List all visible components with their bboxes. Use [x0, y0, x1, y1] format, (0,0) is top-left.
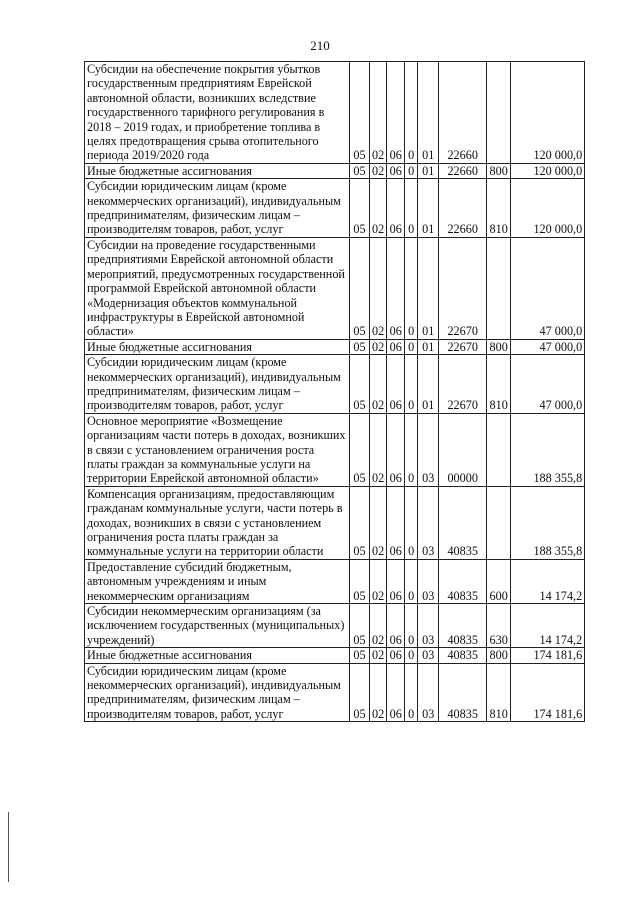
program-code: 06: [387, 663, 405, 722]
direction-code: 22660: [439, 62, 487, 164]
amount: 120 000,0: [511, 163, 585, 178]
subsection-code: 02: [370, 663, 387, 722]
direction-code: 40835: [439, 648, 487, 663]
expense-type-code: [487, 486, 511, 559]
program-code: 06: [387, 163, 405, 178]
amount: 188 355,8: [511, 486, 585, 559]
direction-code: 40835: [439, 486, 487, 559]
subsection-code: 02: [370, 237, 387, 339]
section-code: 05: [350, 355, 370, 414]
subprogram-code: 0: [405, 339, 418, 354]
subprogram-code: 0: [405, 62, 418, 164]
section-code: 05: [350, 62, 370, 164]
event-code: 01: [418, 355, 439, 414]
event-code: 03: [418, 604, 439, 648]
expense-type-code: 800: [487, 339, 511, 354]
row-name: Компенсация организациям, предоставляющим гражданам коммунальные услуги, части потерь в доходах, возникших в связи с установлением ограничения роста платы граждан за коммунальные услуги на территории области: [85, 486, 350, 559]
subprogram-code: 0: [405, 604, 418, 648]
event-code: 01: [418, 62, 439, 164]
table-row: [85, 648, 585, 663]
program-code: 06: [387, 648, 405, 663]
table-row: [85, 604, 585, 648]
direction-code: 22670: [439, 237, 487, 339]
event-code: 01: [418, 179, 439, 238]
table-row: [85, 339, 585, 354]
expense-type-code: 810: [487, 663, 511, 722]
subprogram-code: 0: [405, 355, 418, 414]
direction-code: 22670: [439, 339, 487, 354]
amount: 188 355,8: [511, 413, 585, 486]
program-code: 06: [387, 559, 405, 603]
expense-type-code: 630: [487, 604, 511, 648]
expense-type-code: 800: [487, 648, 511, 663]
program-code: 06: [387, 339, 405, 354]
page-number: 210: [310, 38, 330, 53]
table-row: [85, 663, 585, 722]
section-code: 05: [350, 413, 370, 486]
scan-edge-mark: [8, 812, 9, 882]
subprogram-code: 0: [405, 163, 418, 178]
section-code: 05: [350, 663, 370, 722]
subsection-code: 02: [370, 339, 387, 354]
subprogram-code: 0: [405, 663, 418, 722]
direction-code: 22660: [439, 163, 487, 178]
budget-table-body: [85, 62, 585, 722]
subsection-code: 02: [370, 604, 387, 648]
section-code: 05: [350, 486, 370, 559]
program-code: 06: [387, 413, 405, 486]
table-row: [85, 559, 585, 603]
event-code: 03: [418, 413, 439, 486]
event-code: 01: [418, 163, 439, 178]
event-code: 03: [418, 648, 439, 663]
amount: 174 181,6: [511, 663, 585, 722]
subsection-code: 02: [370, 413, 387, 486]
section-code: 05: [350, 648, 370, 663]
table-row: [85, 163, 585, 178]
event-code: 01: [418, 339, 439, 354]
table-row: [85, 355, 585, 414]
program-code: 06: [387, 62, 405, 164]
subsection-code: 02: [370, 179, 387, 238]
subprogram-code: 0: [405, 486, 418, 559]
row-name: Субсидии юридическим лицам (кроме некоммерческих организаций), индивидуальным предпринимателям, физическим лицам – производителям товаров, работ, услуг: [85, 663, 350, 722]
row-name: Субсидии на проведение государственными предприятиями Еврейской автономной области мероприятий, предусмотренных государственной программой Еврейской автономной области «Модернизация объектов коммунальной инфраструктуры в Еврейской автономной области»: [85, 237, 350, 339]
direction-code: 22660: [439, 179, 487, 238]
subprogram-code: 0: [405, 559, 418, 603]
program-code: 06: [387, 237, 405, 339]
program-code: 06: [387, 179, 405, 238]
subsection-code: 02: [370, 163, 387, 178]
amount: 47 000,0: [511, 237, 585, 339]
budget-table: [84, 61, 585, 722]
expense-type-code: [487, 413, 511, 486]
subprogram-code: 0: [405, 648, 418, 663]
row-name: Иные бюджетные ассигнования: [85, 339, 350, 354]
section-code: 05: [350, 339, 370, 354]
row-name: Основное мероприятие «Возмещение организациям части потерь в доходах, возникших в связи с установлением ограничения роста платы граждан за коммунальные услуги на территории Еврейской автономной области»: [85, 413, 350, 486]
subsection-code: 02: [370, 648, 387, 663]
direction-code: 40835: [439, 559, 487, 603]
subprogram-code: 0: [405, 179, 418, 238]
event-code: 03: [418, 559, 439, 603]
row-name: Иные бюджетные ассигнования: [85, 648, 350, 663]
section-code: 05: [350, 237, 370, 339]
table-row: [85, 486, 585, 559]
direction-code: 22670: [439, 355, 487, 414]
amount: 120 000,0: [511, 179, 585, 238]
table-row: [85, 179, 585, 238]
expense-type-code: [487, 62, 511, 164]
amount: 14 174,2: [511, 604, 585, 648]
row-name: Предоставление субсидий бюджетным, автономным учреждениям и иным некоммерческим организациям: [85, 559, 350, 603]
table-row: [85, 237, 585, 339]
subsection-code: 02: [370, 62, 387, 164]
direction-code: 40835: [439, 663, 487, 722]
event-code: 01: [418, 237, 439, 339]
amount: 120 000,0: [511, 62, 585, 164]
event-code: 03: [418, 486, 439, 559]
expense-type-code: 810: [487, 179, 511, 238]
row-name: Субсидии юридическим лицам (кроме некоммерческих организаций), индивидуальным предпринимателям, физическим лицам – производителям товаров, работ, услуг: [85, 179, 350, 238]
amount: 47 000,0: [511, 355, 585, 414]
program-code: 06: [387, 355, 405, 414]
program-code: 06: [387, 486, 405, 559]
event-code: 03: [418, 663, 439, 722]
subsection-code: 02: [370, 559, 387, 603]
section-code: 05: [350, 559, 370, 603]
table-row: [85, 62, 585, 164]
subsection-code: 02: [370, 486, 387, 559]
subprogram-code: 0: [405, 413, 418, 486]
direction-code: 00000: [439, 413, 487, 486]
expense-type-code: 600: [487, 559, 511, 603]
row-name: Субсидии юридическим лицам (кроме некоммерческих организаций), индивидуальным предпринимателям, физическим лицам – производителям товаров, работ, услуг: [85, 355, 350, 414]
row-name: Субсидии некоммерческим организациям (за исключением государственных (муниципальных) учреждений): [85, 604, 350, 648]
amount: 14 174,2: [511, 559, 585, 603]
subprogram-code: 0: [405, 237, 418, 339]
amount: 174 181,6: [511, 648, 585, 663]
program-code: 06: [387, 604, 405, 648]
expense-type-code: [487, 237, 511, 339]
expense-type-code: 800: [487, 163, 511, 178]
table-row: [85, 413, 585, 486]
direction-code: 40835: [439, 604, 487, 648]
row-name: Субсидии на обеспечение покрытия убытков государственным предприятиям Еврейской автономной области, возникших вследствие государственного тарифного регулирования в 2018 – 2019 годах, и приобретение топлива в целях предотвращения срыва отопительного периода 2019/2020 года: [85, 62, 350, 164]
section-code: 05: [350, 163, 370, 178]
amount: 47 000,0: [511, 339, 585, 354]
row-name: Иные бюджетные ассигнования: [85, 163, 350, 178]
section-code: 05: [350, 604, 370, 648]
expense-type-code: 810: [487, 355, 511, 414]
subsection-code: 02: [370, 355, 387, 414]
section-code: 05: [350, 179, 370, 238]
